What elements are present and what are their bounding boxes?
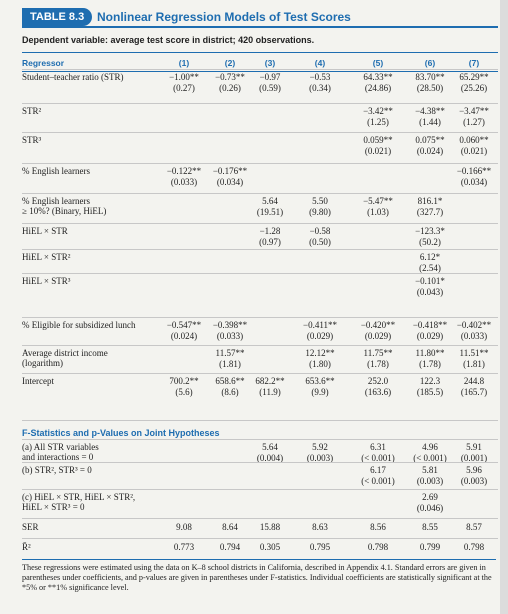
regressor-label: % English learners (22, 196, 90, 206)
standard-error-cell: (25.26) (460, 83, 488, 93)
hypothesis-label: (c) HiEL × STR, HiEL × STR², (22, 492, 136, 502)
p-value-cell: (< 0.001) (413, 453, 447, 463)
coefficient-cell: 244.8 (463, 376, 485, 386)
p-value-cell: (0.046) (416, 503, 444, 513)
standard-error-cell: (0.59) (259, 83, 281, 93)
coefficient-cell: −0.547** (166, 320, 202, 330)
coefficient-cell: 64.33** (363, 72, 393, 82)
coefficient-cell: 83.70** (415, 72, 445, 82)
standard-error-cell: (0.34) (309, 83, 331, 93)
coefficient-cell: −0.398** (212, 320, 248, 330)
r2-label: R̄² (22, 542, 31, 552)
f-statistic-cell: 5.91 (466, 442, 482, 452)
standard-error-cell: (165.7) (460, 387, 488, 397)
r2-value: 0.799 (419, 542, 441, 552)
hypothesis-label-line2: and interactions = 0 (22, 452, 94, 462)
standard-error-cell: (9.80) (309, 207, 331, 217)
header-col-1: (1) (178, 58, 190, 68)
row-separator (22, 439, 498, 440)
coefficient-cell: −1.28 (259, 226, 281, 236)
f-statistic-cell: 6.31 (370, 442, 386, 452)
coefficient-cell: 653.6** (305, 376, 335, 386)
p-value-cell: (0.004) (256, 453, 284, 463)
coefficient-cell: 252.0 (367, 376, 389, 386)
p-value-cell: (< 0.001) (361, 453, 395, 463)
dependent-variable: Dependent variable: average test score in district; 420 observations. (22, 35, 315, 45)
row-separator (22, 518, 498, 519)
coefficient-cell: 682.2** (255, 376, 285, 386)
coefficient-cell: 11.57** (215, 348, 245, 358)
coefficient-cell: −3.47** (459, 106, 489, 116)
standard-error-cell: (24.86) (364, 83, 392, 93)
f-statistic-cell: 5.92 (312, 442, 328, 452)
standard-error-cell: (1.81) (463, 359, 485, 369)
row-separator (22, 163, 498, 164)
r2-value: 0.773 (173, 542, 195, 552)
coefficient-cell: −0.420** (360, 320, 396, 330)
coefficient-cell: 122.3 (419, 376, 441, 386)
p-value-cell: (< 0.001) (361, 476, 395, 486)
header-col-5: (5) (372, 58, 384, 68)
regressor-label: Intercept (22, 376, 54, 386)
regressor-label: HiEL × STR³ (22, 276, 71, 286)
regressor-label: % Eligible for subsidized lunch (22, 320, 136, 330)
row-separator (22, 538, 498, 539)
r2-value: 0.794 (219, 542, 241, 552)
p-value-cell: (0.003) (306, 453, 334, 463)
coefficient-cell: −0.53 (309, 72, 331, 82)
ser-value: 9.08 (176, 522, 192, 532)
row-separator (22, 103, 498, 104)
standard-error-cell: (1.27) (463, 117, 485, 127)
scrollbar[interactable] (500, 0, 508, 614)
regressor-label: STR² (22, 106, 42, 116)
ser-value: 8.64 (222, 522, 238, 532)
row-separator (22, 193, 498, 194)
standard-error-cell: (0.029) (364, 331, 392, 341)
row-separator (22, 69, 498, 70)
coefficient-cell: −0.97 (259, 72, 281, 82)
regressor-label-line2: ≥ 10%? (Binary, HiEL) (22, 206, 107, 216)
coefficient-cell: 5.50 (312, 196, 328, 206)
standard-error-cell: (0.024) (170, 331, 198, 341)
f-statistic-cell: 6.17 (370, 465, 386, 475)
coefficient-cell: −0.166** (456, 166, 492, 176)
coefficient-cell: −1.00** (169, 72, 199, 82)
coefficient-cell: 700.2** (169, 376, 199, 386)
f-statistic-cell: 5.96 (466, 465, 482, 475)
standard-error-cell: (0.26) (219, 83, 241, 93)
f-section-title: F-Statistics and p-Values on Joint Hypotheses (22, 428, 220, 438)
standard-error-cell: (0.033) (170, 177, 198, 187)
regressor-label: Average district income (22, 348, 108, 358)
hypothesis-label-line2: HiEL × STR³ = 0 (22, 502, 85, 512)
f-statistic-cell: 2.69 (422, 492, 438, 502)
row-separator (22, 132, 498, 133)
ser-value: 15.88 (259, 522, 281, 532)
regressor-label-line2: (logarithm) (22, 358, 63, 368)
standard-error-cell: (1.80) (309, 359, 331, 369)
standard-error-cell: (0.034) (216, 177, 244, 187)
table-title: Nonlinear Regression Models of Test Scores (97, 10, 351, 24)
row-separator (22, 373, 498, 374)
standard-error-cell: (185.5) (416, 387, 444, 397)
standard-error-cell: (1.78) (367, 359, 389, 369)
header-col-6: (6) (424, 58, 436, 68)
coefficient-cell: −4.38** (415, 106, 445, 116)
coefficient-cell: 12.12** (305, 348, 335, 358)
coefficient-cell: 0.060** (459, 135, 489, 145)
standard-error-cell: (163.6) (364, 387, 392, 397)
coefficient-cell: 11.75** (363, 348, 393, 358)
r2-value: 0.798 (463, 542, 485, 552)
ser-value: 8.56 (370, 522, 386, 532)
standard-error-cell: (1.25) (367, 117, 389, 127)
row-separator (22, 345, 498, 346)
standard-error-cell: (1.78) (419, 359, 441, 369)
coefficient-cell: −0.122** (166, 166, 202, 176)
coefficient-cell: 65.29** (459, 72, 489, 82)
standard-error-cell: (50.2) (419, 237, 441, 247)
standard-error-cell: (1.03) (367, 207, 389, 217)
coefficient-cell: 6.12* (419, 252, 441, 262)
ser-value: 8.57 (466, 522, 482, 532)
r2-value: 0.798 (367, 542, 389, 552)
row-separator (22, 317, 498, 318)
regressor-label: Student–teacher ratio (STR) (22, 72, 124, 82)
standard-error-cell: (2.54) (419, 263, 441, 273)
regressor-label: HiEL × STR² (22, 252, 71, 262)
row-separator (22, 462, 498, 463)
row-separator (22, 223, 498, 224)
coefficient-cell: −0.418** (412, 320, 448, 330)
standard-error-cell: (0.97) (259, 237, 281, 247)
standard-error-cell: (0.50) (309, 237, 331, 247)
footnote: These regressions were estimated using the data on K–8 school districts in California, described in Appendix 4.1. Standard errors are given in parentheses under coefficients, and p-values are given in parentheses under F-statistics. Individual coefficients are statistically significant at the *5% or **1% significance level. (22, 559, 496, 593)
ser-label: SER (22, 522, 39, 532)
standard-error-cell: (9.9) (311, 387, 329, 397)
coefficient-cell: −0.101* (415, 276, 445, 286)
coefficient-cell: 11.80** (415, 348, 445, 358)
standard-error-cell: (0.043) (416, 287, 444, 297)
coefficient-cell: −3.42** (363, 106, 393, 116)
coefficient-cell: −0.402** (456, 320, 492, 330)
f-statistic-cell: 4.96 (422, 442, 438, 452)
header-col-7: (7) (468, 58, 480, 68)
coefficient-cell: −0.176** (212, 166, 248, 176)
standard-error-cell: (0.029) (306, 331, 334, 341)
header-regressor: Regressor (22, 58, 65, 68)
standard-error-cell: (28.50) (416, 83, 444, 93)
standard-error-cell: (0.021) (460, 146, 488, 156)
r2-value: 0.305 (259, 542, 281, 552)
coefficient-cell: 658.6** (215, 376, 245, 386)
coefficient-cell: −5.47** (363, 196, 393, 206)
coefficient-cell: 0.075** (415, 135, 445, 145)
standard-error-cell: (0.27) (173, 83, 195, 93)
standard-error-cell: (327.7) (416, 207, 444, 217)
coefficient-cell: −0.58 (309, 226, 331, 236)
standard-error-cell: (1.81) (219, 359, 241, 369)
p-value-cell: (0.003) (416, 476, 444, 486)
ser-value: 8.63 (312, 522, 328, 532)
standard-error-cell: (0.029) (416, 331, 444, 341)
f-statistic-cell: 5.81 (422, 465, 438, 475)
coefficient-cell: 11.51** (459, 348, 489, 358)
standard-error-cell: (11.9) (259, 387, 281, 397)
standard-error-cell: (8.6) (221, 387, 239, 397)
hypothesis-label: (a) All STR variables (22, 442, 99, 452)
coefficient-cell: 816.1* (417, 196, 443, 206)
regressor-label: STR³ (22, 135, 42, 145)
regressor-label: HiEL × STR (22, 226, 68, 236)
regressor-label: % English learners (22, 166, 90, 176)
standard-error-cell: (0.024) (416, 146, 444, 156)
coefficient-cell: −0.411** (303, 320, 337, 330)
row-separator (22, 249, 498, 250)
p-value-cell: (0.001) (460, 453, 488, 463)
table-tag: TABLE 8.3 (22, 8, 92, 26)
coefficient-cell: 0.059** (363, 135, 393, 145)
standard-error-cell: (0.021) (364, 146, 392, 156)
hypothesis-label: (b) STR², STR³ = 0 (22, 465, 92, 475)
header-col-3: (3) (264, 58, 276, 68)
standard-error-cell: (0.033) (216, 331, 244, 341)
coefficient-cell: −123.3* (415, 226, 445, 236)
standard-error-cell: (19.51) (256, 207, 284, 217)
coefficient-cell: −0.73** (215, 72, 245, 82)
ser-value: 8.55 (422, 522, 438, 532)
row-separator (22, 489, 498, 490)
row-separator (22, 420, 498, 421)
standard-error-cell: (5.6) (175, 387, 193, 397)
r2-value: 0.795 (309, 542, 331, 552)
standard-error-cell: (0.034) (460, 177, 488, 187)
header-col-4: (4) (314, 58, 326, 68)
f-statistic-cell: 5.64 (262, 442, 278, 452)
standard-error-cell: (1.44) (419, 117, 441, 127)
coefficient-cell: 5.64 (262, 196, 278, 206)
p-value-cell: (0.003) (460, 476, 488, 486)
header-col-2: (2) (224, 58, 236, 68)
row-separator (22, 273, 498, 274)
standard-error-cell: (0.033) (460, 331, 488, 341)
